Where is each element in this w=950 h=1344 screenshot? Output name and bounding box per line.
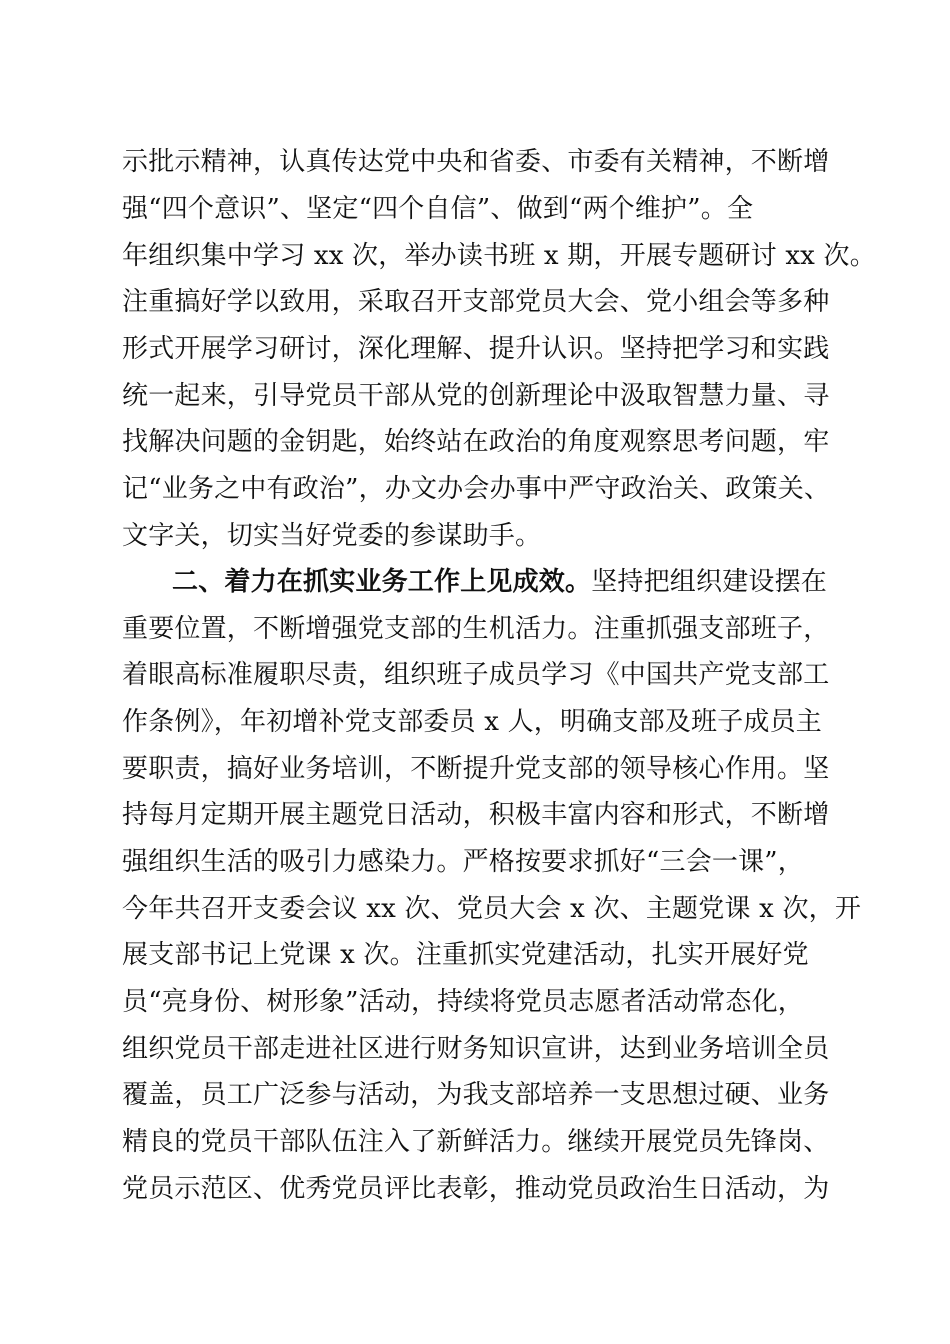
paragraph-line: 注重搞好学以致用，采取召开支部党员大会、党小组会等多种 bbox=[122, 287, 830, 317]
paragraph-line: 强“四个意识”、坚定“四个自信”、做到“两个维护”。全 bbox=[122, 194, 754, 224]
paragraph-line: 年组织集中学习 xx 次，举办读书班 x 期，开展专题研讨 xx 次。 bbox=[122, 241, 876, 271]
paragraph-line: 统一起来，引导党员干部从党的创新理论中汲取智慧力量、寻 bbox=[122, 381, 830, 411]
paragraph-line: 覆盖，员工广泛参与活动，为我支部培养一支思想过硬、业务 bbox=[122, 1080, 830, 1110]
paragraph-line: 展支部书记上党课 x 次。注重抓实党建活动，扎实开展好党 bbox=[122, 940, 809, 970]
paragraph-line: 党员示范区、优秀党员评比表彰，推动党员政治生日活动，为 bbox=[122, 1174, 830, 1204]
paragraph-heading-line bbox=[172, 566, 892, 598]
section-heading: 二、着力在抓实业务工作上见成效。 bbox=[172, 567, 592, 597]
paragraph-text: 坚持把组织建设摆在 bbox=[591, 567, 828, 597]
paragraph-line: 文字关，切实当好党委的参谋助手。 bbox=[122, 521, 542, 551]
paragraph-line: 示批示精神，认真传达党中央和省委、市委有关精神，不断增 bbox=[122, 147, 830, 177]
paragraph-line: 今年共召开支委会议 xx 次、党员大会 x 次、主题党课 x 次，开 bbox=[122, 894, 862, 924]
paragraph-line: 精良的党员干部队伍注入了新鲜活力。继续开展党员先锋岗、 bbox=[122, 1127, 830, 1157]
paragraph-line: 着眼高标准履职尽责，组织班子成员学习《中国共产党支部工 bbox=[122, 660, 830, 690]
paragraph-line: 找解决问题的金钥匙，始终站在政治的角度观察思考问题，牢 bbox=[122, 427, 830, 457]
paragraph-line: 形式开展学习研讨，深化理解、提升认识。坚持把学习和实践 bbox=[122, 334, 830, 364]
paragraph-line: 持每月定期开展主题党日活动，积极丰富内容和形式，不断增 bbox=[122, 800, 830, 830]
paragraph-line: 记“业务之中有政治”，办文办会办事中严守政治关、政策关、 bbox=[122, 474, 831, 504]
paragraph-line: 要职责，搞好业务培训，不断提升党支部的领导核心作用。坚 bbox=[122, 754, 830, 784]
paragraph-line: 强组织生活的吸引力感染力。严格按要求抓好“三会一课”， bbox=[122, 847, 804, 877]
paragraph-line: 员“亮身份、树形象”活动，持续将党员志愿者活动常态化， bbox=[122, 987, 804, 1017]
paragraph-line: 重要位置，不断增强党支部的生机活力。注重抓强支部班子， bbox=[122, 614, 830, 644]
paragraph-line: 作条例》，年初增补党支部委员 x 人，明确支部及班子成员主 bbox=[122, 707, 822, 737]
paragraph-line: 组织党员干部走进社区进行财务知识宣讲，达到业务培训全员 bbox=[122, 1034, 830, 1064]
